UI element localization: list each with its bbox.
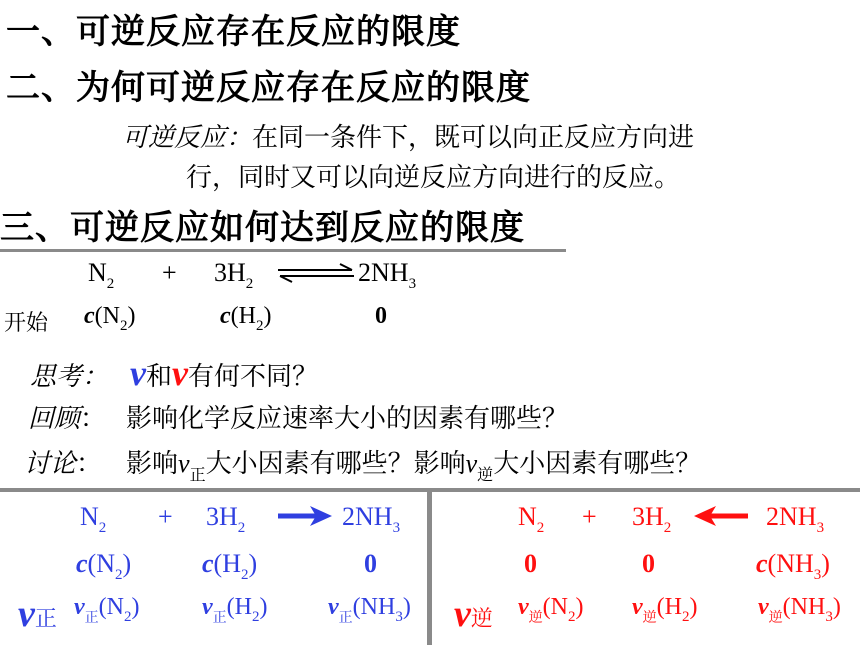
equation-h2: $3H_2$ <box>214 258 254 292</box>
heading-3: 三、可逆反应如何达到反应的限度 <box>0 208 525 248</box>
start-label: 开始 <box>4 311 49 336</box>
rev-plus: + <box>582 502 597 531</box>
rev-zero-n2: 0 <box>524 549 537 578</box>
start-zero: 0 <box>375 303 387 329</box>
equation-n2: $N_2$ <box>88 258 115 292</box>
rev-nh3: $2NH_3$ <box>766 502 825 536</box>
heading-1: 一、可逆反应存在反应的限度 <box>6 12 461 52</box>
equation-nh3: $2NH_3$ <box>358 258 417 292</box>
rev-big-v: v逆 <box>454 593 493 635</box>
fwd-rate-n2: $v_正(N_2)$ <box>74 594 140 626</box>
start-c-h2: $c(H_2)$ <box>220 303 272 334</box>
fwd-n2: $N_2$ <box>80 502 107 536</box>
fwd-c-n2: $c(N_2)$ <box>76 549 132 583</box>
fwd-zero: 0 <box>364 549 377 578</box>
definition-term: 可逆反应 <box>122 123 227 153</box>
rev-rate-nh3: $v_逆(NH_3)$ <box>758 594 841 626</box>
review-label: 回顾 <box>28 404 81 434</box>
fwd-rate-nh3: $v_正(NH_3)$ <box>328 594 411 626</box>
reverse-arrow-icon <box>694 504 750 528</box>
review-text: 影响化学反应速率大小的因素有哪些？ <box>126 404 569 434</box>
discuss-line: 讨论： 影响$v_正$大小因素有哪些？影响$v_逆$大小因素有哪些？ <box>24 449 702 484</box>
rev-rate-n2: $v_逆(N_2)$ <box>518 594 584 626</box>
think-v-reverse: v <box>172 353 189 393</box>
definition-line-2: 行，同时又可以向逆反应方向进行的反应。 <box>186 163 681 193</box>
rev-h2: $3H_2$ <box>632 502 672 536</box>
start-c-n2: $c(N_2)$ <box>84 303 136 334</box>
panel-divider <box>427 488 432 645</box>
think-label: 思考 <box>30 362 83 392</box>
think-v-forward: v <box>130 353 147 393</box>
rev-c-nh3: $c(NH_3)$ <box>756 549 830 583</box>
discuss-label: 讨论 <box>24 449 77 479</box>
rev-zero-h2: 0 <box>642 549 655 578</box>
heading-2: 二、为何可逆反应存在反应的限度 <box>6 68 531 108</box>
definition-text-1: 在同一条件下，既可以向正反应方向进 <box>252 123 695 153</box>
think-line: 思考： v和v有何不同？ <box>30 353 319 393</box>
fwd-nh3: $2NH_3$ <box>342 502 401 536</box>
review-line: 回顾： 影响化学反应速率大小的因素有哪些？ <box>28 404 569 434</box>
fwd-h2: $3H_2$ <box>206 502 246 536</box>
fwd-c-h2: $c(H_2)$ <box>202 549 258 583</box>
equation-plus: + <box>162 258 177 287</box>
fwd-big-v: v正 <box>18 593 57 635</box>
definition-line-1: 可逆反应：在同一条件下，既可以向正反应方向进 <box>122 123 695 153</box>
equilibrium-arrow-icon <box>276 262 358 284</box>
fwd-plus: + <box>158 502 173 531</box>
rev-rate-h2: $v_逆(H_2)$ <box>632 594 698 626</box>
rev-n2: $N_2$ <box>518 502 545 536</box>
heading-underline <box>0 249 566 252</box>
forward-arrow-icon <box>276 504 334 528</box>
fwd-rate-h2: $v_正(H_2)$ <box>202 594 268 626</box>
